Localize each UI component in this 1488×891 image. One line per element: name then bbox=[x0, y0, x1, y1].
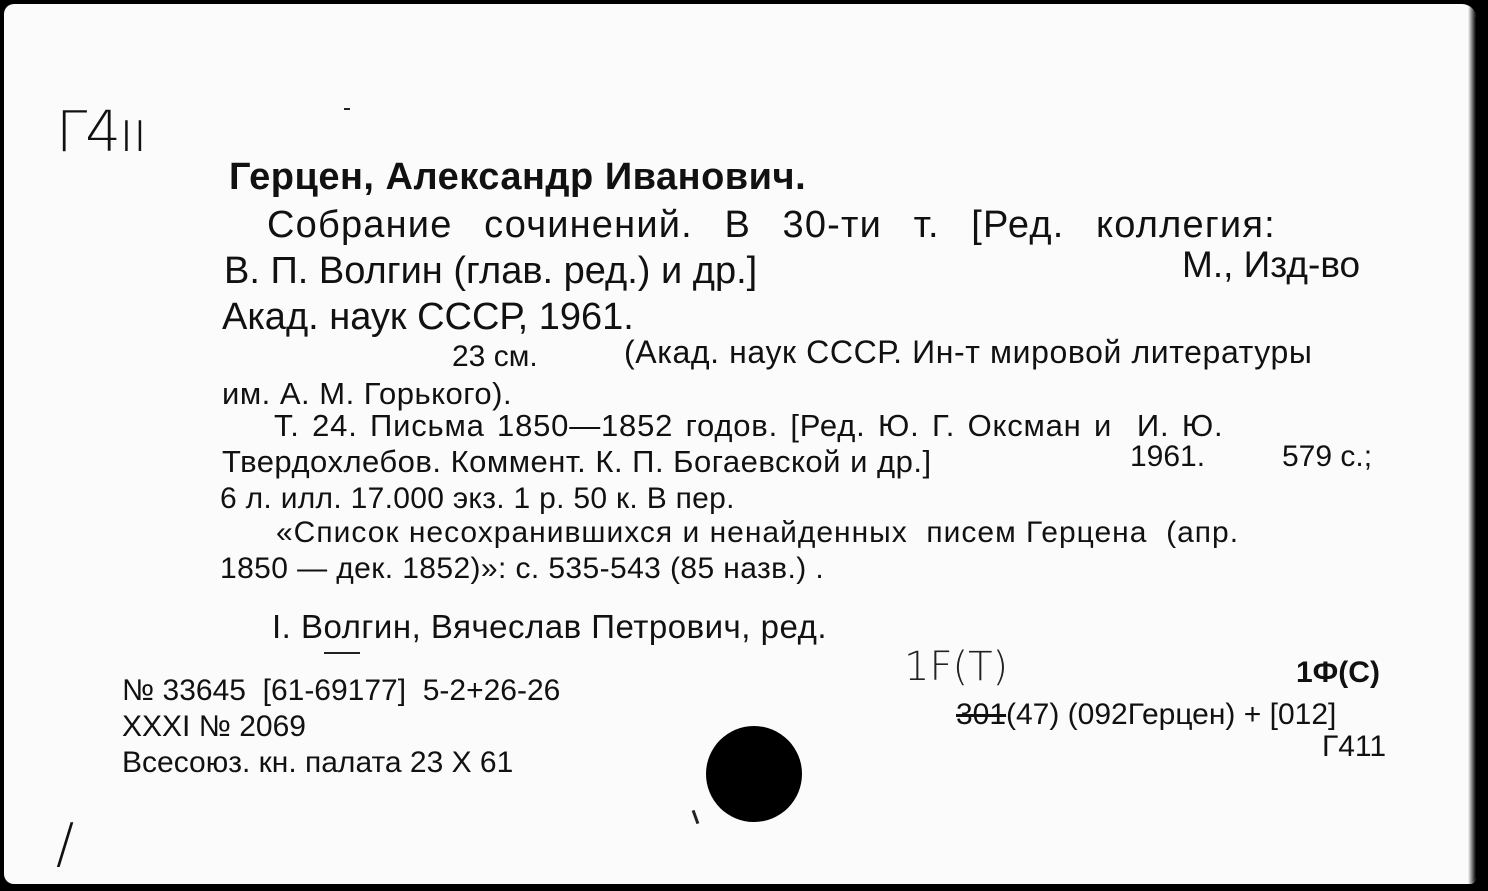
registry-series: XXXI № 2069 bbox=[122, 710, 306, 743]
volume-line-1: Т. 24. Письма 1850—1852 годов. [Ред. Ю. Г. Оксман и И. Ю. bbox=[274, 408, 1224, 443]
registry-number: № 33645 [61-69177] 5-2+26-26 bbox=[122, 674, 561, 707]
stray-mark: / bbox=[56, 812, 75, 875]
volume-pages: 579 с.; bbox=[1282, 440, 1373, 473]
imprint-publisher: М., Изд-во bbox=[1182, 244, 1361, 285]
dust-speck bbox=[344, 108, 350, 110]
dust-speck bbox=[324, 652, 360, 654]
imprint-line: Акад. наук СССР, 1961. bbox=[222, 296, 634, 338]
classification-code-top: 1Ф(С) bbox=[1296, 656, 1380, 689]
title-line-2: В. П. Волгин (глав. ред.) и др.] bbox=[224, 250, 758, 292]
classification-code-struck: 301 bbox=[956, 698, 1007, 731]
classification-handwritten: 1F(T) bbox=[904, 644, 1009, 690]
classification-code-middle: (47) (092Герцен) + [012] bbox=[1006, 698, 1337, 731]
author-heading: Герцен, Александр Иванович. bbox=[229, 156, 807, 198]
catalog-card bbox=[4, 4, 1476, 884]
contents-note-1: «Список несохранившихся и ненайденных писем Герцена (апр. bbox=[276, 516, 1240, 549]
added-entry: I. Волгин, Вячеслав Петрович, ред. bbox=[272, 608, 827, 645]
punch-hole bbox=[706, 726, 802, 822]
dust-speck bbox=[692, 810, 700, 824]
contents-note-2: 1850 — дек. 1852)»: с. 535-543 (85 назв.) . bbox=[220, 552, 825, 585]
volume-line-3: 6 л. илл. 17.000 экз. 1 р. 50 к. В пер. bbox=[220, 482, 735, 515]
volume-line-2: Твердохлебов. Коммент. К. П. Богаевской и др.] bbox=[222, 444, 932, 479]
physical-size: 23 см. bbox=[452, 340, 538, 373]
series-statement: (Акад. наук СССР. Ин-т мировой литературы bbox=[624, 334, 1313, 370]
registry-chamber: Всесоюз. кн. палата 23 X 61 bbox=[122, 746, 514, 779]
title-line-1: Собрание сочинений. В 30-ти т. [Ред. коллегия: bbox=[267, 204, 1276, 246]
shelfmark-handwritten: Г4ıı bbox=[56, 100, 146, 165]
series-statement-cont: им. А. М. Горького). bbox=[222, 376, 513, 411]
classification-code-bottom: Г411 bbox=[1322, 730, 1387, 763]
volume-year: 1961. bbox=[1130, 440, 1206, 473]
card-edge-shadow bbox=[1468, 4, 1476, 884]
